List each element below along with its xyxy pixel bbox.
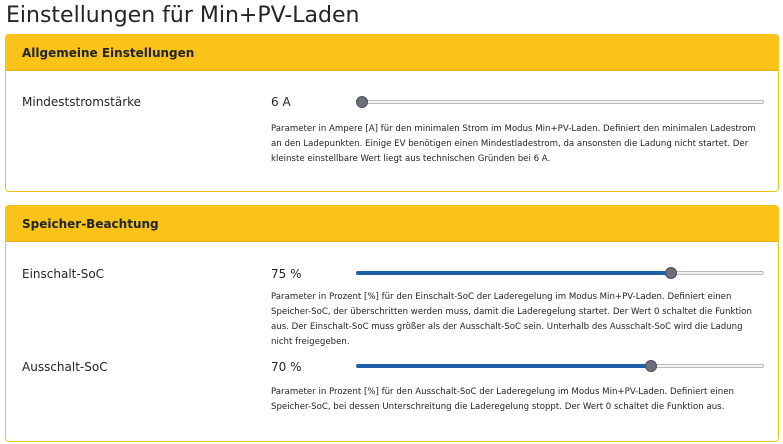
card-general-settings: [5, 34, 779, 192]
setting-label: Einschalt-SoC: [22, 267, 105, 281]
slider-thumb[interactable]: [645, 360, 657, 372]
slider-thumb[interactable]: [665, 267, 677, 279]
card-header-storage: [6, 206, 778, 242]
on-soc-slider[interactable]: [356, 267, 764, 279]
card-storage-settings: [5, 205, 779, 442]
setting-label: Mindeststromstärke: [22, 95, 142, 109]
setting-help-text: Parameter in Prozent [%] für den Ausschalt-SoC der Laderegelung im Modus Min+PV-Laden. Definiert einen Speicher-SoC, bei dessen Unterschreitung die Laderegelung stoppt. Der Wert 0 schaltet die Funktion aus.: [271, 387, 734, 412]
slider-fill: [356, 271, 671, 275]
section-title: Allgemeine Einstellungen: [22, 45, 195, 60]
slider-track[interactable]: [356, 100, 764, 104]
slider-fill: [356, 364, 651, 368]
page-title: Einstellungen für Min+PV-Laden: [6, 3, 360, 28]
setting-help-text: Parameter in Ampere [A] für den minimalen Strom im Modus Min+PV-Laden. Definiert den minimalen Ladestrom an den Ladepunkten. Einige EV benötigen einen Mindestladestrom, da ansonsten die Ladung nicht startet. Der kleinste einstellbare Wert liegt aus technischen Gründen bei 6 A.: [271, 124, 756, 164]
section-title: Speicher-Beachtung: [22, 216, 159, 231]
setting-label: Ausschalt-SoC: [22, 360, 108, 374]
min-current-slider[interactable]: [356, 96, 764, 108]
setting-value: 6 A: [271, 95, 291, 109]
off-soc-slider[interactable]: [356, 360, 764, 372]
card-header-general: [6, 35, 778, 71]
slider-thumb[interactable]: [356, 96, 368, 108]
setting-value: 75 %: [271, 267, 302, 281]
setting-value: 70 %: [271, 360, 302, 374]
setting-help-text: Parameter in Prozent [%] für den Einschalt-SoC der Laderegelung im Modus Min+PV-Laden. Definiert einen Speicher-SoC, der überschritten werden muss, damit die Laderegelung startet. Der Wert 0 schaltet die Funktion aus. Der Einschalt-SoC muss größer als der Ausschalt-SoC sein. Unterhalb des Ausschalt-SoC wird die Ladung nicht freigegeben.: [271, 292, 752, 347]
